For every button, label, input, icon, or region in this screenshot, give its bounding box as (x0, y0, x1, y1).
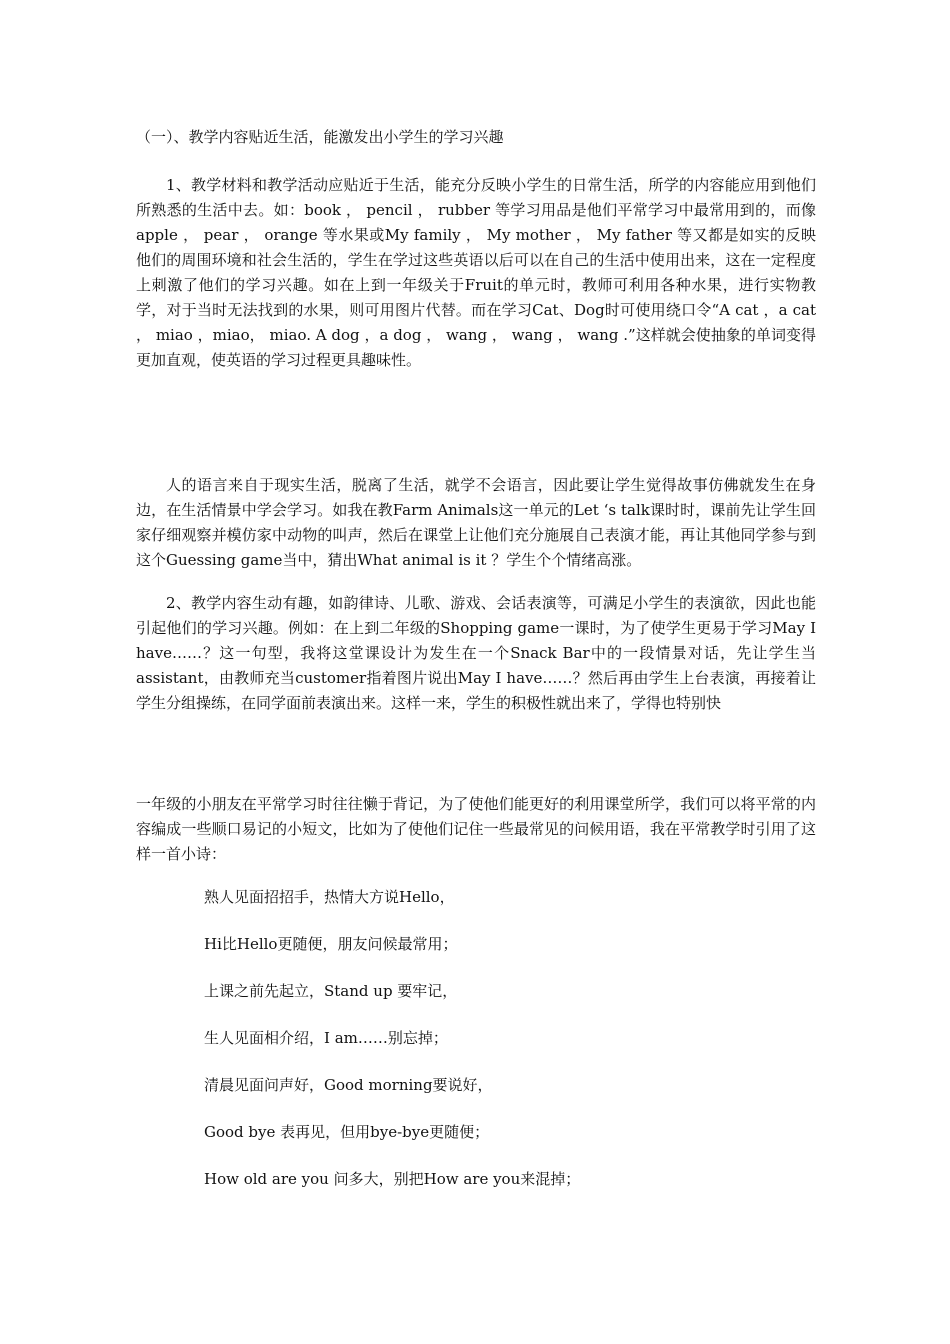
paragraph-2: 人的语言来自于现实生活，脱离了生活，就学不会语言，因此要让学生觉得故事仿佛就发生在身边，在生活情景中学会学习。如我在教Farm Animals这一单元的Let ‘s talk课时时，课前先让学生回家仔细观察并模仿家中动物的叫声，然后在课堂上让他们充分施展自己表演才能，再让其他同学参与到这个Guessing game当中，猜出What animal is it ？学生个个情绪高涨。 (136, 476, 816, 569)
paragraph-4: 一年级的小朋友在平常学习时往往懒于背记，为了使他们能更好的利用课堂所学，我们可以将平常的内容编成一些顺口易记的小短文，比如为了使他们记住一些最常见的问候用语，我在平常教学时引用了这样一首小诗： (136, 795, 816, 863)
poem-line: 熟人见面招招手，热情大方说Hello， (204, 888, 455, 906)
poem-line: Good bye 表再见，但用bye-bye更随便； (204, 1123, 490, 1141)
paragraph-3: 2、教学内容生动有趣，如韵律诗、儿歌、游戏、会话表演等，可满足小学生的表演欲，因此也能引起他们的学习兴趣。例如：在上到二年级的Shopping game一课时，为了使学生更易于学习May I have……？这一句型，我将这堂课设计为发生在一个Snack Bar中的一段情景对话，先让学生当assistant，由教师充当customer指着图片说出May I have……？然后再由学生上台表演，再接着让学生分组操练，在同学面前表演出来。这样一来，学生的积极性就出来了，学得也特别快 (136, 594, 816, 712)
poem-line: 上课之前先起立，Stand up 要牢记， (204, 982, 458, 1000)
poem-line: 生人见面相介绍，I am……别忘掉； (204, 1029, 448, 1047)
paragraph-1: 1、教学材料和教学活动应贴近于生活，能充分反映小学生的日常生活，所学的内容能应用到他们所熟悉的生活中去。如：book ， pencil ， rubber 等学习用品是他们平常学习中最常用到的，而像apple ， pear ， orange 等水果或My family ， My mother ， My father 等又都是如实的反映他们的周围环境和社会生活的，学生在学过这些英语以后可以在自己的生活中使用出来，这在一定程度上刺激了他们的学习兴趣。如在上到一年级关于Fruit的单元时，教师可利用各种水果，进行实物教学，对于当时无法找到的水果，则可用图片代替。而在学习Cat、Dog时可使用绕口令“A cat ，a cat ， miao ，miao， miao. A dog ，a dog ， wang ， wang ， wang .”这样就会使抽象的单词变得更加直观，使英语的学习过程更具趣味性。 (136, 176, 816, 369)
section-heading: （一）、教学内容贴近生活，能激发出小学生的学习兴趣 (136, 128, 504, 146)
poem-line: How old are you 问多大，别把How are you来混掉； (204, 1170, 581, 1188)
poem-line: Hi比Hello更随便，朋友问候最常用； (204, 935, 458, 953)
poem-line: 清晨见面问声好，Good morning要说好， (204, 1076, 493, 1094)
